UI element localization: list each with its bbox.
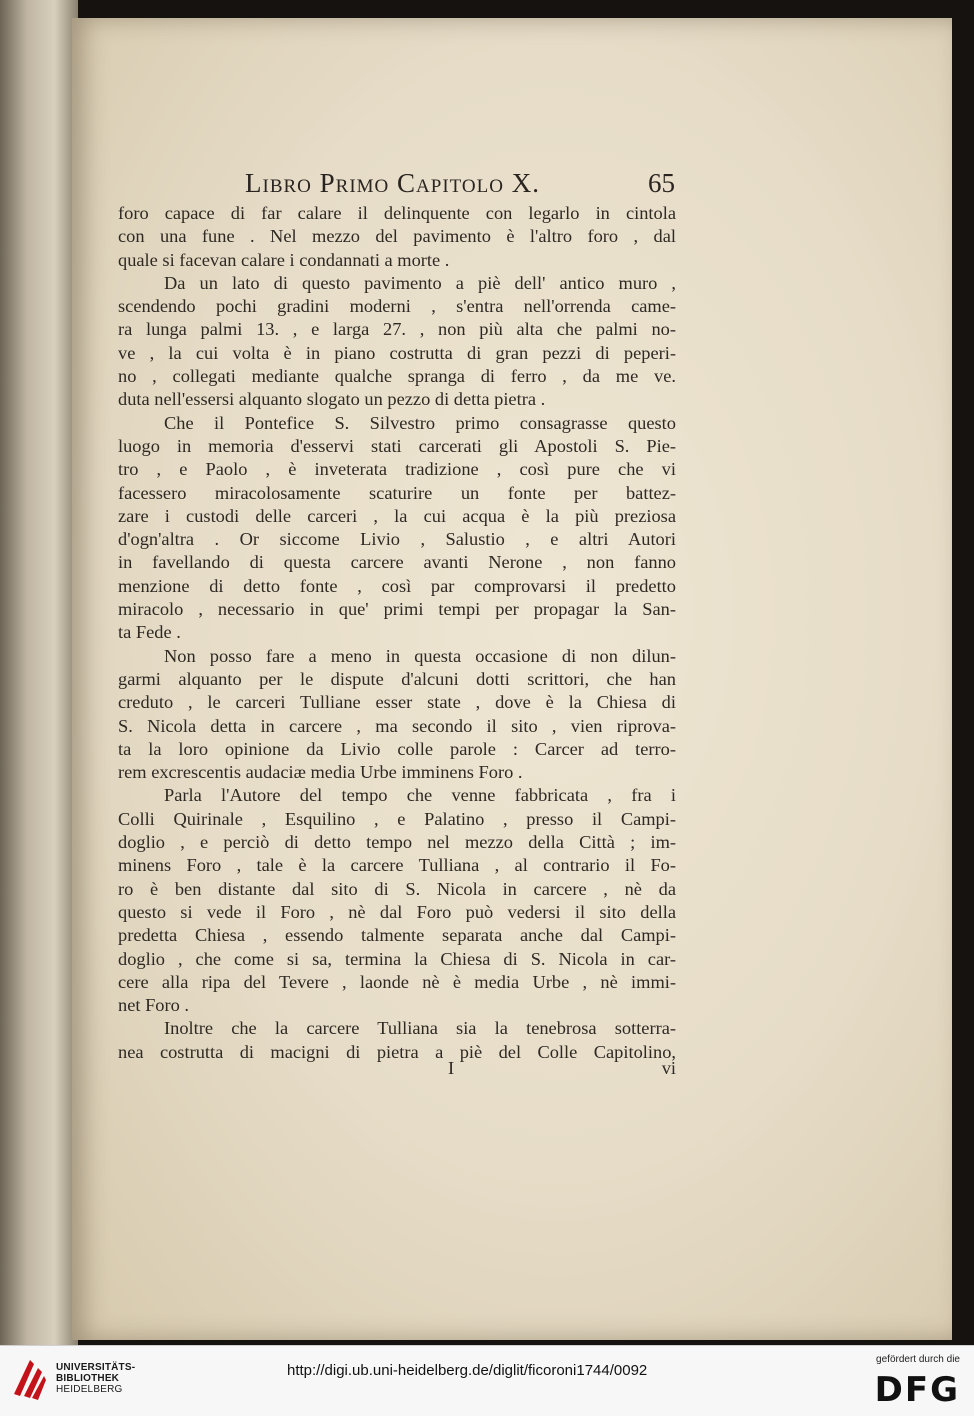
text-line: Inoltre che la carcere Tulliana sia la tenebrosa sotterra- bbox=[164, 1018, 676, 1039]
text-line: garmi alquanto per le dispute d'alcuni dotti scrittori, che han bbox=[118, 668, 676, 689]
page-footer bbox=[118, 1058, 676, 1082]
page-number: 65 bbox=[648, 168, 675, 198]
text-line: foro capace di far calare il delinquente con legarlo in cintola bbox=[118, 203, 676, 223]
text-line: tro , e Paolo , è inveterata tradizione , così pure che vi bbox=[118, 459, 676, 480]
text-line: scendendo pochi gradini moderni , s'entra nell'orrenda came- bbox=[118, 296, 676, 317]
viewer-footer-bar bbox=[0, 1345, 974, 1416]
body-text bbox=[118, 202, 676, 1064]
text-line: luogo in memoria d'esservi stati carcerati gli Apostoli S. Pie- bbox=[118, 435, 676, 456]
signature-mark: I bbox=[448, 1058, 455, 1078]
university-library-logo-icon bbox=[10, 1354, 48, 1400]
text-line: miracolo , necessario in que' primi tempi per propagar la San- bbox=[118, 599, 676, 620]
text-line: zare i custodi delle carceri , la cui acqua è la più preziosa bbox=[118, 505, 676, 526]
text-line: minens Foro , tale è la carcere Tulliana , al contrario il Fo- bbox=[118, 855, 676, 876]
text-line: net Foro . bbox=[118, 995, 190, 1016]
sponsor-caption: gefördert durch die bbox=[876, 1354, 960, 1365]
text-line: Da un lato di questo pavimento a piè dell' antico muro , bbox=[164, 272, 676, 293]
text-line: ra lunga palmi 13. , e larga 27. , non più alta che palmi no- bbox=[118, 319, 676, 340]
text-line: doglio , che come si sa, termina la Chiesa di S. Nicola in car- bbox=[118, 948, 676, 969]
text-line: rem excrescentis audaciæ media Urbe imminens Foro . bbox=[118, 762, 523, 783]
text-line: quale si facevan calare i condannati a morte . bbox=[118, 249, 450, 270]
text-line: con una fune . Nel mezzo del pavimento è l'altro foro , dal bbox=[118, 226, 676, 247]
text-line: duta nell'essersi alquanto slogato un pezzo di detta pietra . bbox=[118, 389, 546, 410]
text-line: menzione di detto fonte , così par comprovarsi il predetto bbox=[118, 575, 676, 596]
text-line: doglio , e perciò di detto tempo nel mezzo della Città ; im- bbox=[118, 832, 676, 853]
text-line: nea costrutta di macigni di pietra a piè del Colle Capitolino, bbox=[118, 1041, 676, 1062]
text-line: ta la loro opinione da Livio colle parole : Carcer ad terro- bbox=[118, 738, 676, 759]
permalink-url[interactable]: http://digi.ub.uni-heidelberg.de/diglit/ficoroni1744/0092 bbox=[287, 1362, 648, 1379]
text-line: cere alla ripa del Tevere , laonde nè è media Urbe , nè immi- bbox=[118, 971, 676, 992]
text-line: Parla l'Autore del tempo che venne fabbricata , fra i bbox=[164, 785, 676, 806]
text-line: ro è ben distante dal sito di S. Nicola in carcere , nè da bbox=[118, 878, 676, 899]
text-line: d'ogn'altra . Or siccome Livio , Salustio , e altri Autori bbox=[118, 529, 676, 550]
text-line: facessero miracolosamente scaturire un fonte per battez- bbox=[118, 482, 676, 503]
left-page-edge bbox=[0, 0, 78, 1345]
text-line: ta Fede . bbox=[118, 622, 181, 643]
text-line: no , collegati mediante qualche spranga di ferro , da me ve. bbox=[118, 366, 676, 387]
catchword: vi bbox=[661, 1058, 676, 1078]
page-header bbox=[245, 168, 675, 202]
text-line: predetta Chiesa , essendo talmente separata anche dal Campi- bbox=[118, 925, 676, 946]
library-name bbox=[56, 1362, 135, 1395]
text-line: questo si vede il Foro , nè dal Foro può vedersi il sito della bbox=[118, 901, 676, 922]
text-line: creduto , le carceri Tulliane esser state , dove è la Chiesa di bbox=[118, 692, 676, 713]
text-line: ve , la cui volta è in piano costrutta di gran pezzi di peperi- bbox=[118, 342, 676, 363]
running-title: Libro Primo Capitolo X. bbox=[245, 168, 540, 198]
text-line: Non posso fare a meno in questa occasione di non dilun- bbox=[164, 645, 676, 666]
library-name-line-2: BIBLIOTHEK bbox=[56, 1373, 120, 1384]
text-line: in favellando di questa carcere avanti Nerone , non fanno bbox=[118, 552, 676, 573]
text-line: Colli Quirinale , Esquilino , e Palatino , presso il Campi- bbox=[118, 808, 676, 829]
text-line: Che il Pontefice S. Silvestro primo consagrasse questo bbox=[164, 412, 676, 433]
dfg-logo: DFG bbox=[874, 1370, 960, 1410]
library-name-line-1: UNIVERSITÄTS- bbox=[56, 1362, 136, 1373]
text-line: S. Nicola detta in carcere , ma secondo il sito , vien riprova- bbox=[118, 715, 676, 736]
library-name-line-3: HEIDELBERG bbox=[56, 1384, 123, 1395]
